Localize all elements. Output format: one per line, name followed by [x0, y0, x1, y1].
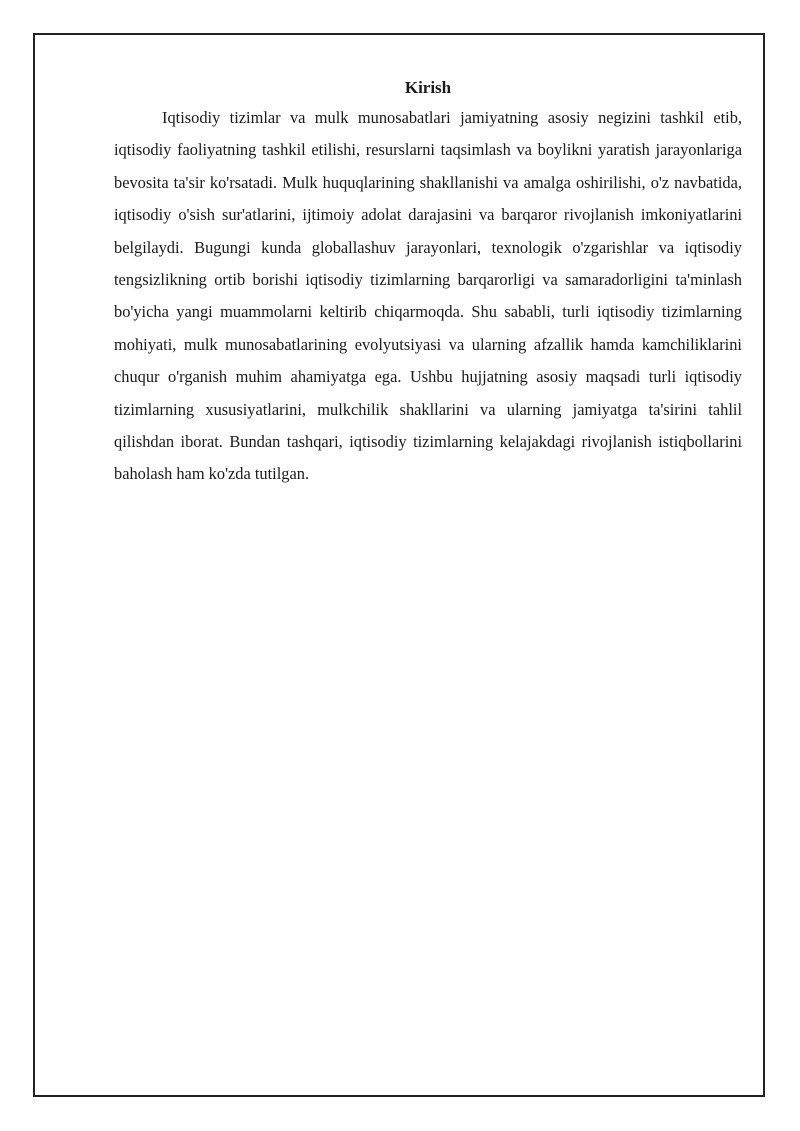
- document-title: Kirish: [404, 78, 452, 97]
- document-body: [114, 74, 742, 491]
- intro-paragraph: Iqtisodiy tizimlar va mulk munosabatlari jamiyatning asosiy negizini tashkil etib, iqtisodiy faoliyatning tashkil etilishi, resurslarni taqsimlash va boylikni yaratish jarayonlariga bevosita ta'sir ko'rsatadi. Mulk huquqlarining shakllanishi va amalga oshirilishi, o'z navbatida, iqtisodiy o'sish sur'atlarini, ijtimoiy adolat darajasini va barqaror rivojlanish imkoniyatlarini belgilaydi. Bugungi kunda globallashuv jarayonlari, texnologik o'zgarishlar va iqtisodiy tengsizlikning ortib borishi iqtisodiy tizimlarning barqarorligi va samaradorligini ta'minlash bo'yicha yangi muammolarni keltirib chiqarmoqda. Shu sababli, turli iqtisodiy tizimlarning mohiyati, mulk munosabatlarining evolyutsiyasi va ularning afzallik hamda kamchiliklarini chuqur o'rganish muhim ahamiyatga ega. Ushbu hujjatning asosiy maqsadi turli iqtisodiy tizimlarning xususiyatlarini, mulkchilik shakllarini va ularning jamiyatga ta'sirini tahlil qilishdan iborat. Bundan tashqari, iqtisodiy tizimlarning kelajakdagi rivojlanish istiqbollarini baholash ham ko'zda tutilgan.: [114, 108, 742, 484]
